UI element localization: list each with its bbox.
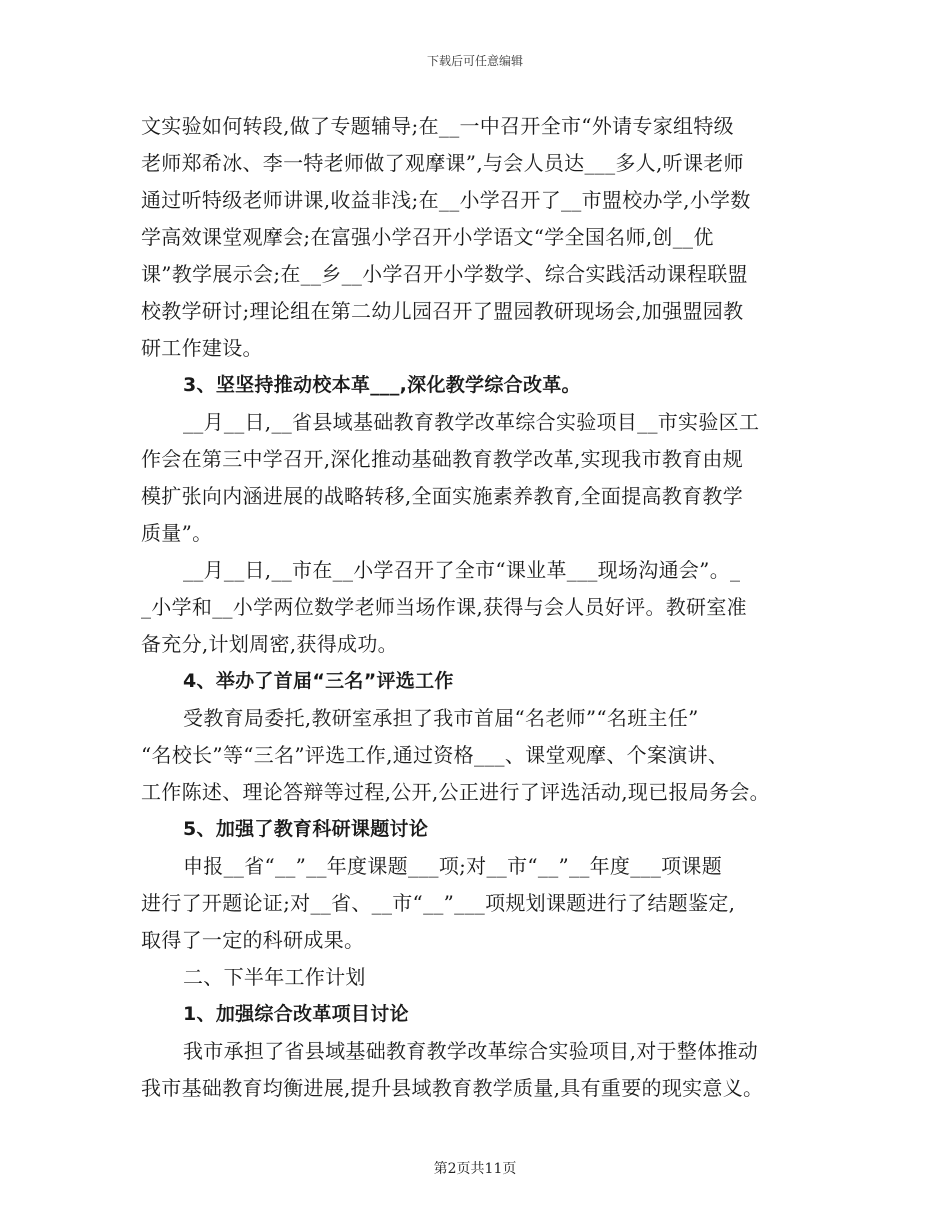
paragraph-line: 老师郑希冰、李一特老师做了观摩课”,与会人员达___多人,听课老师 [141,151,744,175]
paragraph-line: 申报__省“__”__年度课题___项;对__市“__”__年度___项课题 [183,854,723,878]
paragraph-line: 校教学研讨;理论组在第二幼儿园召开了盟园教研现场会,加强盟园教 [141,299,744,323]
paragraph-line: 受教育局委托,教研室承担了我市首届“名老师”“名班主任” [183,706,699,730]
page-number: 第2页共11页 [433,1161,517,1177]
section-heading: 5、加强了教育科研课题讨论 [183,818,429,840]
paragraph-line: 备充分,计划周密,获得成功。 [141,632,398,656]
paragraph-line: 进行了开题论证;对__省、__市“__”___项规划课题进行了结题鉴定, [141,891,736,915]
paragraph-line: 课”教学展示会;在__乡__小学召开小学数学、综合实践活动课程联盟 [141,262,748,286]
paragraph-line: 学高效课堂观摩会;在富强小学召开小学语文“学全国名师,创__优 [141,225,714,249]
paragraph-line: “名校长”等“三名”评选工作,通过资格___、课堂观摩、个案演讲、 [141,743,729,767]
paragraph-line: 我市承担了省县域基础教育教学改革综合实验项目,对于整体推动 [183,1039,759,1063]
section-heading: 4、举办了首届“三名”评选工作 [183,670,454,692]
paragraph-line: 文实验如何转段,做了专题辅导;在__一中召开全市“外请专家组特级 [141,114,734,138]
paragraph-line: 质量”。 [141,521,213,545]
paragraph-line: __月__日,__市在__小学召开了全市“课业革___现场沟通会”。_ [183,558,741,582]
paragraph-line: 研工作建设。 [141,336,263,360]
section-heading: 二、下半年工作计划 [183,965,366,989]
paragraph-line: 模扩张向内涵进展的战略转移,全面实施素养教育,全面提高教育教学 [141,484,744,508]
section-heading: 1、加强综合改革项目讨论 [183,1003,409,1025]
document-body [141,108,811,1107]
paragraph-line: 通过听特级老师讲课,收益非浅;在__小学召开了__市盟校办学,小学数 [141,188,751,212]
paragraph-line: 我市基础教育均衡进展,提升县域教育教学质量,具有重要的现实意义。 [141,1076,764,1100]
section-heading: 3、坚坚持推动校本革___,深化教学综合改革。 [183,374,581,396]
paragraph-line: _小学和__小学两位数学老师当场作课,获得与会人员好评。教研室准 [141,595,747,619]
paragraph-line: 取得了一定的科研成果。 [141,928,365,952]
paragraph-line: __月__日,__省县域基础教育教学改革综合实验项目__市实验区工 [183,410,760,434]
page-header-note: 下载后可任意编辑 [426,54,523,68]
paragraph-line: 工作陈述、理论答辩等过程,公开,公正进行了评选活动,现已报局务会。 [141,780,770,804]
paragraph-line: 作会在第三中学召开,深化推动基础教育教学改革,实现我市教育由规 [141,447,744,471]
